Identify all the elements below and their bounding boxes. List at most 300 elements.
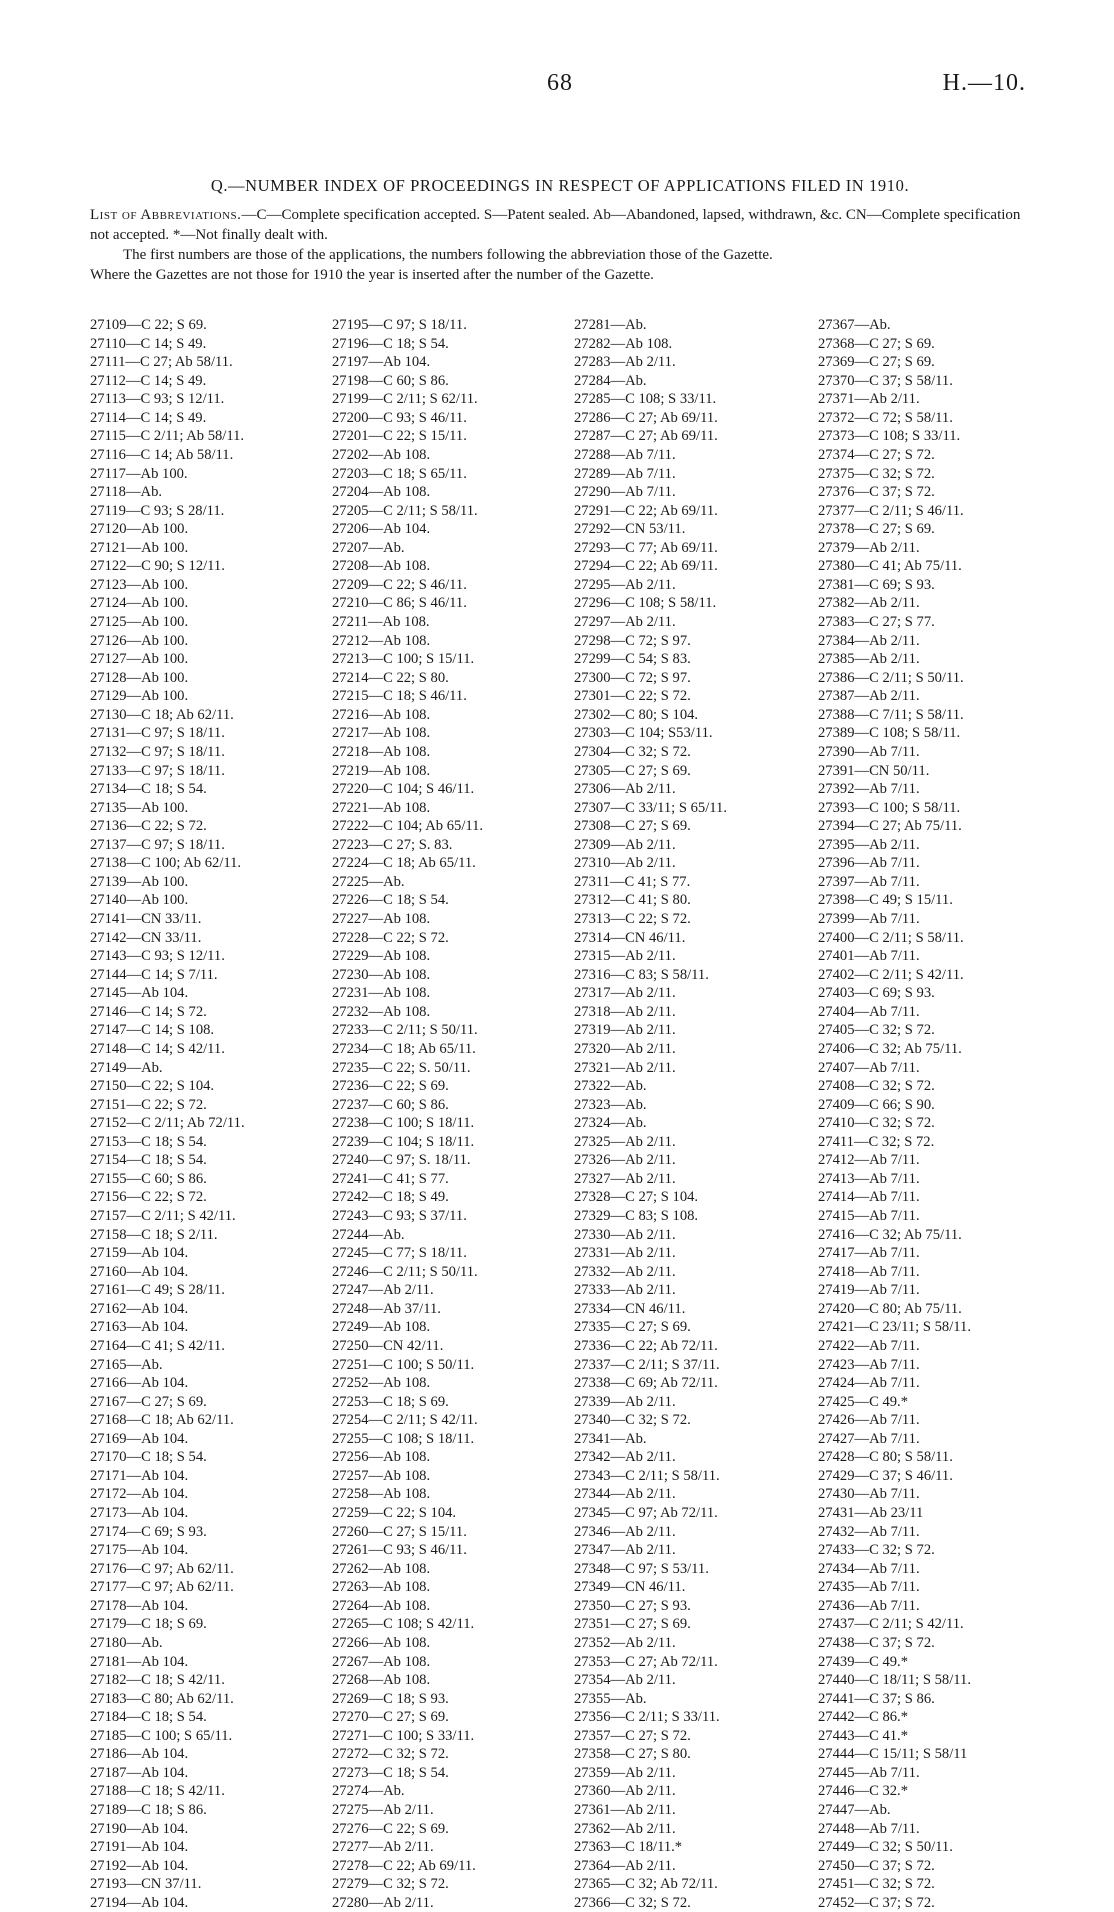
index-entry: 27224—C 18; Ab 65/11. <box>332 855 476 872</box>
index-entry: 27346—Ab 2/11. <box>574 1523 676 1540</box>
index-entry: 27305—C 27; S 69. <box>574 762 691 779</box>
index-entry: 27251—C 100; S 50/11. <box>332 1356 475 1373</box>
index-entry: 27129—Ab 100. <box>90 688 189 705</box>
index-entry: 27159—Ab 104. <box>90 1245 189 1262</box>
index-entry: 27338—C 69; Ab 72/11. <box>574 1375 718 1392</box>
index-entry: 27438—C 37; S 72. <box>818 1634 935 1651</box>
index-entry: 27252—Ab 108. <box>332 1375 431 1392</box>
index-entry: 27162—Ab 104. <box>90 1300 189 1317</box>
index-entry: 27208—Ab 108. <box>332 558 431 575</box>
index-entry: 27312—C 41; S 80. <box>574 892 691 909</box>
index-entry: 27379—Ab 2/11. <box>818 539 920 556</box>
index-entry: 27145—Ab 104. <box>90 985 189 1002</box>
index-entry: 27297—Ab 2/11. <box>574 614 676 630</box>
index-entry: 27146—C 14; S 72. <box>90 1003 207 1020</box>
page-title: Q.—NUMBER INDEX OF PROCEEDINGS IN RESPECT OF APPLICATIONS FILED IN 1910. <box>210 176 910 195</box>
index-entry: 27291—C 22; Ab 69/11. <box>574 502 718 519</box>
index-entry: 27215—C 18; S 46/11. <box>332 688 467 705</box>
index-entry: 27244—Ab. <box>332 1226 405 1243</box>
index-entry: 27416—C 32; Ab 75/11. <box>818 1226 962 1243</box>
index-entry: 27356—C 2/11; S 33/11. <box>574 1709 720 1726</box>
index-entry: 27226—C 18; S 54. <box>332 892 449 909</box>
index-entry: 27127—Ab 100. <box>90 651 189 668</box>
index-entry: 27354—Ab 2/11. <box>574 1672 676 1689</box>
index-entry: 27355—Ab. <box>574 1690 647 1707</box>
index-entry: 27234—C 18; Ab 65/11. <box>332 1040 476 1057</box>
index-entry: 27148—C 14; S 42/11. <box>90 1040 225 1057</box>
index-entry: 27390—Ab 7/11. <box>818 743 920 760</box>
index-entry: 27158—C 18; S 2/11. <box>90 1226 218 1243</box>
index-entry: 27374—C 27; S 72. <box>818 446 935 463</box>
index-entry: 27448—Ab 7/11. <box>818 1820 920 1837</box>
index-entry: 27409—C 66; S 90. <box>818 1096 935 1113</box>
index-entry: 27441—C 37; S 86. <box>818 1690 935 1707</box>
index-entry: 27439—C 49.* <box>818 1653 908 1670</box>
index-entry: 27377—C 2/11; S 46/11. <box>818 502 964 519</box>
index-entry: 27342—Ab 2/11. <box>574 1449 676 1466</box>
index-entry: 27266—Ab 108. <box>332 1634 431 1651</box>
index-entry: 27218—Ab 108. <box>332 743 431 760</box>
index-column-3 <box>574 316 727 1912</box>
index-entry: 27329—C 83; S 108. <box>574 1208 699 1224</box>
index-entry: 27253—C 18; S 69. <box>332 1393 449 1410</box>
index-entry: 27419—Ab 7/11. <box>818 1282 920 1299</box>
index-entry: 27195—C 97; S 18/11. <box>332 317 467 333</box>
index-entry: 27301—C 22; S 72. <box>574 688 691 705</box>
index-entry: 27118—Ab. <box>90 484 163 501</box>
index-entry: 27385—Ab 2/11. <box>818 651 920 668</box>
index-entry: 27141—CN 33/11. <box>90 911 202 927</box>
index-entry: 27391—CN 50/11. <box>818 762 930 779</box>
index-entry: 27408—C 32; S 72. <box>818 1078 935 1095</box>
index-entry: 27402—C 2/11; S 42/11. <box>818 966 964 983</box>
index-entry: 27428—C 80; S 58/11. <box>818 1449 953 1466</box>
index-entry: 27334—CN 46/11. <box>574 1300 686 1317</box>
index-entry: 27376—C 37; S 72. <box>818 484 935 501</box>
index-entry: 27180—Ab. <box>90 1634 163 1651</box>
index-entry: 27198—C 60; S 86. <box>332 372 449 389</box>
index-entry: 27163—Ab 104. <box>90 1319 189 1336</box>
index-entry: 27358—C 27; S 80. <box>574 1746 691 1763</box>
index-entry: 27223—C 27; S. 83. <box>332 836 453 853</box>
index-entry: 27296—C 108; S 58/11. <box>574 595 717 612</box>
index-entry: 27169—Ab 104. <box>90 1430 189 1447</box>
index-entry: 27294—C 22; Ab 69/11. <box>574 558 718 575</box>
index-entry: 27330—Ab 2/11. <box>574 1226 676 1243</box>
index-entry: 27237—C 60; S 86. <box>332 1096 449 1113</box>
index-entry: 27202—Ab 108. <box>332 446 431 463</box>
index-entry: 27209—C 22; S 46/11. <box>332 576 467 593</box>
index-entry: 27245—C 77; S 18/11. <box>332 1245 467 1262</box>
index-entry: 27188—C 18; S 42/11. <box>90 1783 225 1800</box>
index-entry: 27393—C 100; S 58/11. <box>818 799 961 816</box>
index-entry: 27432—Ab 7/11. <box>818 1523 920 1540</box>
index-entry: 27153—C 18; S 54. <box>90 1133 207 1150</box>
index-entry: 27233—C 2/11; S 50/11. <box>332 1022 478 1039</box>
index-entry: 27359—Ab 2/11. <box>574 1764 676 1781</box>
index-entry: 27411—C 32; S 72. <box>818 1133 935 1150</box>
index-entry: 27404—Ab 7/11. <box>818 1003 920 1020</box>
index-entry: 27299—C 54; S 83. <box>574 651 691 668</box>
index-entry: 27307—C 33/11; S 65/11. <box>574 799 727 816</box>
index-entry: 27199—C 2/11; S 62/11. <box>332 391 478 408</box>
index-entry: 27242—C 18; S 49. <box>332 1189 449 1206</box>
index-entry: 27110—C 14; S 49. <box>90 335 207 352</box>
index-entry: 27121—Ab 100. <box>90 539 189 556</box>
index-entry: 27353—C 27; Ab 72/11. <box>574 1653 718 1670</box>
index-entry: 27265—C 108; S 42/11. <box>332 1616 475 1633</box>
index-entry: 27230—Ab 108. <box>332 966 431 983</box>
index-entry: 27421—C 23/11; S 58/11. <box>818 1319 971 1336</box>
index-entry: 27214—C 22; S 80. <box>332 669 449 686</box>
index-entry: 27378—C 27; S 69. <box>818 521 935 538</box>
index-entry: 27444—C 15/11; S 58/11 <box>818 1746 968 1763</box>
index-entry: 27112—C 14; S 49. <box>90 372 207 389</box>
index-entry: 27343—C 2/11; S 58/11. <box>574 1467 720 1484</box>
index-entry: 27138—C 100; Ab 62/11. <box>90 855 242 872</box>
index-entry: 27172—Ab 104. <box>90 1486 189 1503</box>
index-entry: 27255—C 108; S 18/11. <box>332 1430 475 1447</box>
index-entry: 27154—C 18; S 54. <box>90 1152 207 1169</box>
index-entry: 27269—C 18; S 93. <box>332 1690 449 1707</box>
index-entry: 27175—Ab 104. <box>90 1542 189 1559</box>
index-entry: 27344—Ab 2/11. <box>574 1486 676 1503</box>
index-entry: 27274—Ab. <box>332 1783 405 1800</box>
index-entry: 27178—Ab 104. <box>90 1597 189 1614</box>
index-entry: 27243—C 93; S 37/11. <box>332 1208 467 1224</box>
index-entry: 27250—CN 42/11. <box>332 1337 444 1354</box>
index-entry: 27410—C 32; S 72. <box>818 1115 935 1132</box>
index-entry: 27365—C 32; Ab 72/11. <box>574 1876 718 1893</box>
index-entry: 27124—Ab 100. <box>90 595 189 612</box>
index-entry: 27289—Ab 7/11. <box>574 465 676 482</box>
index-entry: 27126—Ab 100. <box>90 632 189 649</box>
index-entry: 27119—C 93; S 28/11. <box>90 502 225 519</box>
index-entry: 27443—C 41.* <box>818 1727 908 1744</box>
index-entry: 27173—Ab 104. <box>90 1505 189 1521</box>
abbreviations-label: List of Abbreviations. <box>90 207 242 223</box>
index-column-1 <box>90 316 245 1912</box>
index-entry: 27395—Ab 2/11. <box>818 836 920 853</box>
index-entry: 27401—Ab 7/11. <box>818 948 920 965</box>
index-entry: 27142—CN 33/11. <box>90 929 202 946</box>
index-entry: 27388—C 7/11; S 58/11. <box>818 706 964 723</box>
index-entry: 27260—C 27; S 15/11. <box>332 1523 467 1540</box>
index-entry: 27348—C 97; S 53/11. <box>574 1560 709 1577</box>
index-entry: 27257—Ab 108. <box>332 1467 431 1484</box>
index-entry: 27322—Ab. <box>574 1078 647 1095</box>
index-entry: 27271—C 100; S 33/11. <box>332 1727 475 1744</box>
index-entry: 27205—C 2/11; S 58/11. <box>332 502 478 519</box>
index-entry: 27362—Ab 2/11. <box>574 1820 676 1837</box>
index-entry: 27288—Ab 7/11. <box>574 446 676 463</box>
index-entry: 27308—C 27; S 69. <box>574 818 691 835</box>
index-entry: 27332—Ab 2/11. <box>574 1263 676 1280</box>
index-entry: 27197—Ab 104. <box>332 354 431 371</box>
index-entry: 27302—C 80; S 104. <box>574 706 699 723</box>
index-entry: 27220—C 104; S 46/11. <box>332 781 475 798</box>
index-entry: 27400—C 2/11; S 58/11. <box>818 929 964 946</box>
index-entry: 27366—C 32; S 72. <box>574 1894 691 1911</box>
index-entry: 27122—C 90; S 12/11. <box>90 558 225 575</box>
index-entry: 27339—Ab 2/11. <box>574 1393 676 1410</box>
index-entry: 27375—C 32; S 72. <box>818 465 935 482</box>
index-entry: 27295—Ab 2/11. <box>574 576 676 593</box>
index-entry: 27449—C 32; S 50/11. <box>818 1839 953 1856</box>
index-entry: 27405—C 32; S 72. <box>818 1022 935 1039</box>
index-entry: 27403—C 69; S 93. <box>818 985 935 1002</box>
index-entry: 27337—C 2/11; S 37/11. <box>574 1356 720 1373</box>
index-entry: 27207—Ab. <box>332 539 405 556</box>
index-entry: 27433—C 32; S 72. <box>818 1542 935 1559</box>
index-entry: 27397—Ab 7/11. <box>818 873 920 890</box>
index-entry: 27425—C 49.* <box>818 1393 908 1410</box>
index-entry: 27420—C 80; Ab 75/11. <box>818 1300 962 1317</box>
index-entry: 27341—Ab. <box>574 1430 647 1447</box>
index-entry: 27369—C 27; S 69. <box>818 354 935 371</box>
index-entry: 27268—Ab 108. <box>332 1672 431 1689</box>
index-entry: 27272—C 32; S 72. <box>332 1746 449 1763</box>
index-entry: 27323—Ab. <box>574 1096 647 1113</box>
index-entry: 27327—Ab 2/11. <box>574 1170 676 1187</box>
index-entry: 27267—Ab 108. <box>332 1653 431 1670</box>
index-entry: 27293—C 77; Ab 69/11. <box>574 539 718 556</box>
index-entry: 27160—Ab 104. <box>90 1263 189 1280</box>
index-entry: 27319—Ab 2/11. <box>574 1022 676 1039</box>
index-entry: 27130—C 18; Ab 62/11. <box>90 706 234 723</box>
index-entry: 27232—Ab 108. <box>332 1003 431 1020</box>
index-entry: 27149—Ab. <box>90 1059 163 1076</box>
index-entry: 27144—C 14; S 7/11. <box>90 966 218 983</box>
index-entry: 27387—Ab 2/11. <box>818 688 920 705</box>
index-entry: 27177—C 97; Ab 62/11. <box>90 1579 234 1596</box>
index-entry: 27231—Ab 108. <box>332 985 431 1002</box>
index-entry: 27437—C 2/11; S 42/11. <box>818 1616 964 1633</box>
index-entry: 27396—Ab 7/11. <box>818 855 920 872</box>
index-entry: 27440—C 18/11; S 58/11. <box>818 1672 971 1689</box>
index-entry: 27219—Ab 108. <box>332 762 431 779</box>
index-entry: 27318—Ab 2/11. <box>574 1003 676 1020</box>
index-entry: 27321—Ab 2/11. <box>574 1059 676 1076</box>
index-entry: 27176—C 97; Ab 62/11. <box>90 1560 234 1577</box>
index-entry: 27248—Ab 37/11. <box>332 1300 441 1317</box>
index-entry: 27181—Ab 104. <box>90 1653 189 1670</box>
index-entry: 27320—Ab 2/11. <box>574 1040 676 1057</box>
index-entry: 27189—C 18; S 86. <box>90 1802 207 1818</box>
explanation-line-2: Where the Gazettes are not those for 1910 the year is inserted after the number of the Gazette. <box>90 267 654 283</box>
index-entry: 27240—C 97; S. 18/11. <box>332 1152 471 1169</box>
index-entry: 27184—C 18; S 54. <box>90 1709 207 1726</box>
index-entry: 27228—C 22; S 72. <box>332 929 449 946</box>
index-entry: 27236—C 22; S 69. <box>332 1078 449 1095</box>
index-entry: 27264—Ab 108. <box>332 1597 431 1614</box>
index-entry: 27283—Ab 2/11. <box>574 354 676 371</box>
index-entry: 27262—Ab 108. <box>332 1560 431 1577</box>
index-entry: 27427—Ab 7/11. <box>818 1430 920 1447</box>
index-entry: 27263—Ab 108. <box>332 1579 431 1596</box>
index-entry: 27285—C 108; S 33/11. <box>574 391 717 408</box>
index-entry: 27254—C 2/11; S 42/11. <box>332 1412 478 1429</box>
index-entry: 27389—C 108; S 58/11. <box>818 725 961 742</box>
index-entry: 27229—Ab 108. <box>332 948 431 965</box>
index-entry: 27170—C 18; S 54. <box>90 1449 207 1466</box>
index-entry: 27210—C 86; S 46/11. <box>332 595 467 612</box>
index-entry: 27371—Ab 2/11. <box>818 391 920 408</box>
index-entry: 27309—Ab 2/11. <box>574 836 676 853</box>
index-entry: 27168—C 18; Ab 62/11. <box>90 1412 234 1429</box>
document-reference: H.—10. <box>942 70 1026 96</box>
index-entry: 27117—Ab 100. <box>90 465 188 482</box>
explanation-line-1: The first numbers are those of the applications, the numbers following the abbreviation those of the Gazette. <box>123 247 773 263</box>
index-entry: 27373—C 108; S 33/11. <box>818 428 961 445</box>
index-entry: 27171—Ab 104. <box>90 1467 189 1484</box>
index-entry: 27423—Ab 7/11. <box>818 1356 920 1373</box>
index-entry: 27442—C 86.* <box>818 1709 908 1726</box>
index-entry: 27187—Ab 104. <box>90 1764 189 1781</box>
index-entry: 27347—Ab 2/11. <box>574 1542 676 1559</box>
index-entry: 27284—Ab. <box>574 372 647 389</box>
index-entry: 27446—C 32.* <box>818 1783 908 1800</box>
index-entry: 27166—Ab 104. <box>90 1375 189 1392</box>
index-entry: 27383—C 27; S 77. <box>818 614 935 630</box>
index-entry: 27206—Ab 104. <box>332 521 431 538</box>
index-entry: 27179—C 18; S 69. <box>90 1616 207 1633</box>
index-entry: 27196—C 18; S 54. <box>332 335 449 352</box>
index-entry: 27364—Ab 2/11. <box>574 1857 676 1874</box>
index-entry: 27328—C 27; S 104. <box>574 1189 699 1206</box>
index-entry: 27325—Ab 2/11. <box>574 1133 676 1150</box>
index-entry: 27424—Ab 7/11. <box>818 1375 920 1392</box>
index-entry: 27113—C 93; S 12/11. <box>90 391 225 408</box>
index-entry: 27273—C 18; S 54. <box>332 1764 449 1781</box>
index-entry: 27345—C 97; Ab 72/11. <box>574 1505 718 1521</box>
index-entry: 27310—Ab 2/11. <box>574 855 676 872</box>
index-entry: 27414—Ab 7/11. <box>818 1189 920 1206</box>
index-entry: 27287—C 27; Ab 69/11. <box>574 428 718 445</box>
index-entry: 27194—Ab 104. <box>90 1894 189 1911</box>
index-entry: 27280—Ab 2/11. <box>332 1894 434 1911</box>
index-entry: 27227—Ab 108. <box>332 911 431 927</box>
index-entry: 27450—C 37; S 72. <box>818 1857 935 1874</box>
index-entry: 27125—Ab 100. <box>90 614 189 630</box>
index-entry: 27190—Ab 104. <box>90 1820 189 1837</box>
index-entry: 27136—C 22; S 72. <box>90 818 207 835</box>
index-entry: 27360—Ab 2/11. <box>574 1783 676 1800</box>
index-entry: 27303—C 104; S53/11. <box>574 725 713 742</box>
index-entry: 27246—C 2/11; S 50/11. <box>332 1263 478 1280</box>
index-entry: 27235—C 22; S. 50/11. <box>332 1059 471 1076</box>
index-entry: 27361—Ab 2/11. <box>574 1802 676 1818</box>
index-entry: 27292—CN 53/11. <box>574 521 686 538</box>
index-entry: 27134—C 18; S 54. <box>90 781 207 798</box>
index-entry: 27340—C 32; S 72. <box>574 1412 691 1429</box>
index-entry: 27279—C 32; S 72. <box>332 1876 449 1893</box>
index-entry: 27217—Ab 108. <box>332 725 431 742</box>
index-entry: 27392—Ab 7/11. <box>818 781 920 798</box>
index-entry: 27133—C 97; S 18/11. <box>90 762 225 779</box>
index-entry: 27447—Ab. <box>818 1802 891 1818</box>
index-entry: 27315—Ab 2/11. <box>574 948 676 965</box>
index-entry: 27398—C 49; S 15/11. <box>818 892 953 909</box>
index-entry: 27357—C 27; S 72. <box>574 1727 691 1744</box>
index-column-2 <box>332 316 483 1912</box>
index-entry: 27445—Ab 7/11. <box>818 1764 920 1781</box>
index-entry: 27183—C 80; Ab 62/11. <box>90 1690 234 1707</box>
index-entry: 27352—Ab 2/11. <box>574 1634 676 1651</box>
index-entry: 27333—Ab 2/11. <box>574 1282 676 1299</box>
index-entry: 27216—Ab 108. <box>332 706 431 723</box>
index-entry: 27155—C 60; S 86. <box>90 1170 207 1187</box>
index-entry: 27430—Ab 7/11. <box>818 1486 920 1503</box>
index-entry: 27157—C 2/11; S 42/11. <box>90 1208 236 1224</box>
index-entry: 27384—Ab 2/11. <box>818 632 920 649</box>
index-entry: 27211—Ab 108. <box>332 614 430 630</box>
index-entry: 27115—C 2/11; Ab 58/11. <box>90 428 245 445</box>
index-entry: 27290—Ab 7/11. <box>574 484 676 501</box>
index-entry: 27132—C 97; S 18/11. <box>90 743 225 760</box>
index-entry: 27165—Ab. <box>90 1356 163 1373</box>
index-entry: 27222—C 104; Ab 65/11. <box>332 818 484 835</box>
index-entry: 27335—C 27; S 69. <box>574 1319 691 1336</box>
index-entry: 27261—C 93; S 46/11. <box>332 1542 467 1559</box>
index-entry: 27313—C 22; S 72. <box>574 911 691 927</box>
index-entry: 27386—C 2/11; S 50/11. <box>818 669 964 686</box>
index-entry: 27317—Ab 2/11. <box>574 985 676 1002</box>
index-entry: 27150—C 22; S 104. <box>90 1078 215 1095</box>
index-entry: 27167—C 27; S 69. <box>90 1393 207 1410</box>
index-entry: 27147—C 14; S 108. <box>90 1022 215 1039</box>
index-entry: 27164—C 41; S 42/11. <box>90 1337 225 1354</box>
index-entry: 27304—C 32; S 72. <box>574 743 691 760</box>
index-entry: 27298—C 72; S 97. <box>574 632 691 649</box>
index-entry: 27413—Ab 7/11. <box>818 1170 920 1187</box>
index-entry: 27281—Ab. <box>574 317 647 333</box>
index-entry: 27186—Ab 104. <box>90 1746 189 1763</box>
index-entry: 27336—C 22; Ab 72/11. <box>574 1337 718 1354</box>
index-entry: 27204—Ab 108. <box>332 484 431 501</box>
page-number: 68 <box>547 70 573 96</box>
index-entry: 27201—C 22; S 15/11. <box>332 428 467 445</box>
index-entry: 27239—C 104; S 18/11. <box>332 1133 475 1150</box>
index-entry: 27311—C 41; S 77. <box>574 873 691 890</box>
index-entry: 27213—C 100; S 15/11. <box>332 651 475 668</box>
index-entry: 27128—Ab 100. <box>90 669 189 686</box>
index-entry: 27161—C 49; S 28/11. <box>90 1282 225 1299</box>
index-entry: 27258—Ab 108. <box>332 1486 431 1503</box>
index-entry: 27256—Ab 108. <box>332 1449 431 1466</box>
index-entry: 27249—Ab 108. <box>332 1319 431 1336</box>
index-entry: 27200—C 93; S 46/11. <box>332 409 467 426</box>
index-entry: 27143—C 93; S 12/11. <box>90 948 225 965</box>
index-entry: 27399—Ab 7/11. <box>818 911 920 927</box>
index-entry: 27363—C 18/11.* <box>574 1839 683 1856</box>
index-entry: 27300—C 72; S 97. <box>574 669 691 686</box>
index-entry: 27436—Ab 7/11. <box>818 1597 920 1614</box>
index-entry: 27152—C 2/11; Ab 72/11. <box>90 1115 245 1132</box>
index-entry: 27137—C 97; S 18/11. <box>90 836 225 853</box>
index-entry: 27351—C 27; S 69. <box>574 1616 691 1633</box>
abbreviations-notes <box>90 205 1040 285</box>
index-entry: 27191—Ab 104. <box>90 1839 189 1856</box>
index-entry: 27370—C 37; S 58/11. <box>818 372 953 389</box>
index-entry: 27203—C 18; S 65/11. <box>332 465 467 482</box>
index-entry: 27277—Ab 2/11. <box>332 1839 434 1856</box>
index-entry: 27116—C 14; Ab 58/11. <box>90 446 234 463</box>
index-entry: 27417—Ab 7/11. <box>818 1245 920 1262</box>
index-entry: 27123—Ab 100. <box>90 576 189 593</box>
index-entry: 27225—Ab. <box>332 873 405 890</box>
index-entry: 27412—Ab 7/11. <box>818 1152 920 1169</box>
